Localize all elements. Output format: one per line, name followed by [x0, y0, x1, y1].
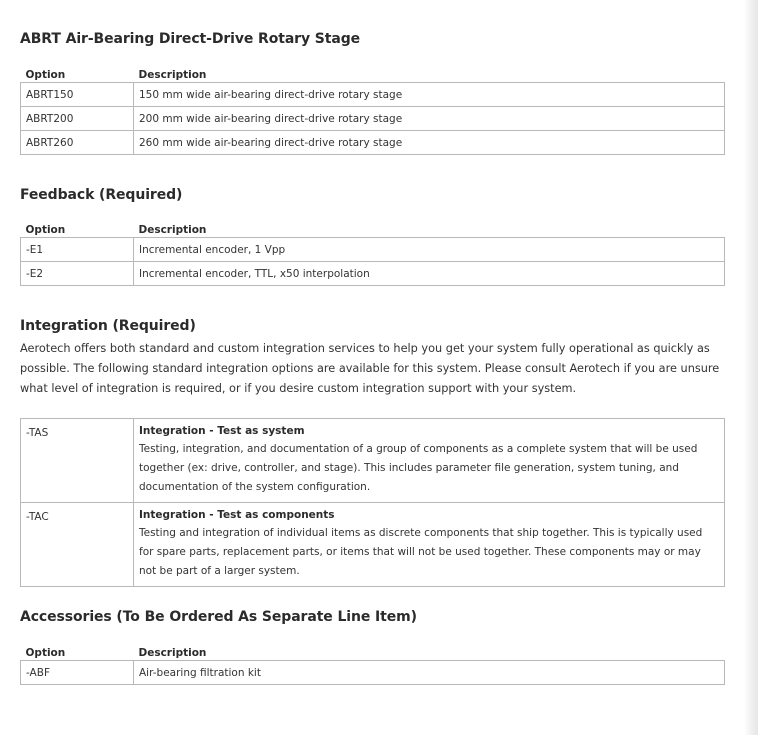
description-column-header: Description: [138, 224, 207, 236]
option-description: Incremental encoder, 1 Vpp: [134, 238, 725, 262]
accessories-options-table: [20, 641, 725, 685]
option-code: ABRT260: [21, 131, 134, 155]
table-header-row: [21, 218, 725, 238]
table-row: [21, 262, 725, 286]
table-row: [21, 107, 725, 131]
section-title-abrt: ABRT Air-Bearing Direct-Drive Rotary Stage: [20, 31, 361, 47]
option-details: [134, 503, 725, 587]
option-description: 260 mm wide air-bearing direct-drive rotary stage: [134, 131, 725, 155]
integration-options-table: [20, 418, 725, 587]
description-column-header: Description: [138, 647, 207, 659]
option-description: Testing, integration, and documentation of a group of components as a complete system that will be used together (ex: drive, controller, and stage). This includes parameter file generation, system tuning, and documentation of the system configuration.: [139, 443, 698, 493]
option-title: Integration - Test as components: [139, 509, 335, 521]
table-row: [21, 419, 725, 503]
option-column-header: Option: [25, 224, 66, 236]
table-row: [21, 83, 725, 107]
option-code: ABRT200: [21, 107, 134, 131]
option-description: Air-bearing filtration kit: [134, 661, 725, 685]
section-title-integration: Integration (Required): [20, 318, 196, 334]
table-header-row: [21, 641, 725, 661]
option-title: Integration - Test as system: [139, 425, 305, 437]
abrt-options-table: [20, 63, 725, 155]
option-details: [134, 419, 725, 503]
description-column-header: Description: [138, 69, 207, 81]
option-code: -E1: [21, 238, 134, 262]
option-code: -TAS: [21, 419, 134, 503]
feedback-options-table: [20, 218, 725, 286]
option-code: ABRT150: [21, 83, 134, 107]
option-description: 150 mm wide air-bearing direct-drive rotary stage: [134, 83, 725, 107]
option-code: -TAC: [21, 503, 134, 587]
table-row: [21, 661, 725, 685]
option-description: 200 mm wide air-bearing direct-drive rotary stage: [134, 107, 725, 131]
option-description: Incremental encoder, TTL, x50 interpolation: [134, 262, 725, 286]
integration-intro-text: Aerotech offers both standard and custom integration services to help you get your system fully operational as quickly as possible. The following standard integration options are available for this system. Please consult Aerotech if you are unsure what level of integration is required, or if you desire custom integration support with your system.: [20, 342, 720, 395]
option-code: -ABF: [21, 661, 134, 685]
page-edge-shadow: [744, 0, 758, 735]
section-title-feedback: Feedback (Required): [20, 187, 183, 203]
section-title-accessories: Accessories (To Be Ordered As Separate Line Item): [20, 609, 417, 625]
option-code: -E2: [21, 262, 134, 286]
option-description: Testing and integration of individual items as discrete components that ship together. This is typically used for spare parts, replacement parts, or items that will not be used together. These components may or may not be part of a larger system.: [139, 527, 703, 577]
table-header-row: [21, 63, 725, 83]
option-column-header: Option: [25, 647, 66, 659]
table-row: [21, 238, 725, 262]
table-row: [21, 131, 725, 155]
table-row: [21, 503, 725, 587]
option-column-header: Option: [25, 69, 66, 81]
